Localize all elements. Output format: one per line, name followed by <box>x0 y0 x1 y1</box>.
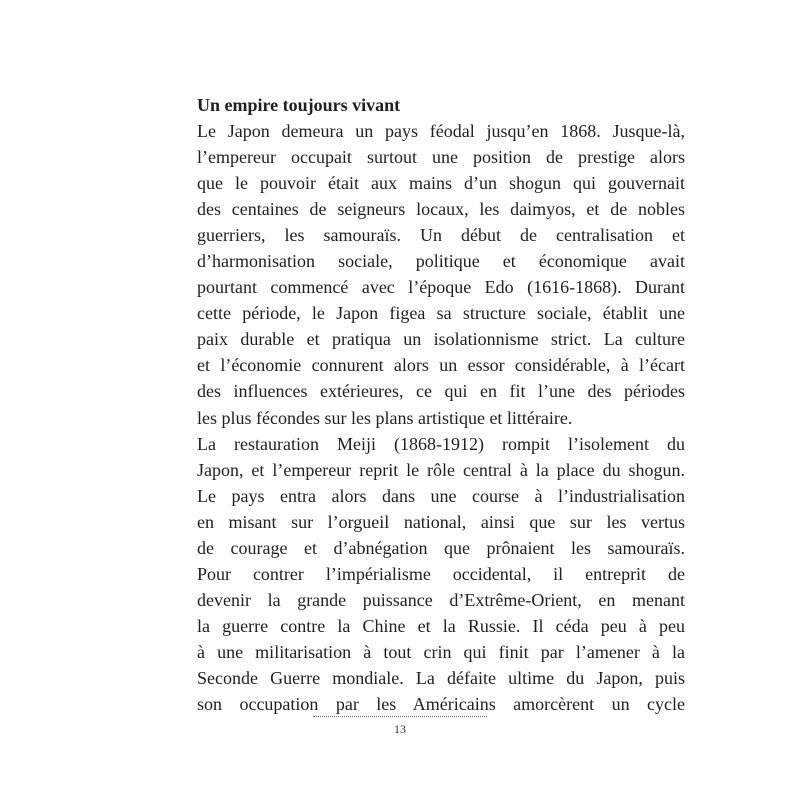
text-line: Le pays entra alors dans une course à l’industrialisation <box>197 485 685 506</box>
text-line: La restauration Meiji (1868-1912) rompit l’isolement du <box>197 433 685 454</box>
text-line: cette période, le Japon figea sa structure sociale, établit une <box>197 303 685 324</box>
text-line: Le Japon demeura un pays féodal jusqu’en 1868. Jusque-là, <box>197 121 685 141</box>
page-number: 13 <box>394 722 406 736</box>
text-line: Japon, et l’empereur reprit le rôle central à la place du shogun. <box>197 459 685 480</box>
text-line: l’empereur occupait surtout une position de prestige alors <box>197 147 685 168</box>
text-line: guerriers, les samouraïs. Un début de centralisation et <box>197 225 685 246</box>
text-line: en misant sur l’orgueil national, ainsi que sur les vertus <box>197 511 685 532</box>
text-line: les plus fécondes sur les plans artistique et littéraire. <box>197 407 573 428</box>
text-line: d’harmonisation sociale, politique et économique avait <box>197 251 685 272</box>
paragraph-2 <box>197 431 685 718</box>
text-line: que le pouvoir était aux mains d’un shogun qui gouvernait <box>197 173 685 194</box>
text-line: Pour contrer l’impérialisme occidental, il entreprit de <box>197 563 685 584</box>
text-line: pourtant commencé avec l’époque Edo (1616-1868). Durant <box>197 277 685 298</box>
paragraph-1 <box>197 118 685 431</box>
footer-dotted-rule <box>313 716 487 717</box>
text-line: Seconde Guerre mondiale. La défaite ultime du Japon, puis <box>197 667 685 688</box>
text-line: à une militarisation à tout crin qui finit par l’amener à la <box>197 641 685 662</box>
text-line: son occupation par les Américains amorcèrent un cycle <box>197 694 685 715</box>
text-line: et l’économie connurent alors un essor considérable, à l’écart <box>197 355 685 376</box>
section-body <box>197 92 685 717</box>
text-line: la guerre contre la Chine et la Russie. Il céda peu à peu <box>197 615 685 636</box>
text-line: des centaines de seigneurs locaux, les daimyos, et de nobles <box>197 199 685 220</box>
text-line: paix durable et pratiqua un isolationnisme strict. La culture <box>197 329 685 350</box>
text-line: devenir la grande puissance d’Extrême-Orient, en menant <box>197 589 685 610</box>
text-line: des influences extérieures, ce qui en fit l’une des périodes <box>197 381 685 402</box>
text-line: de courage et d’abnégation que prônaient les samouraïs. <box>197 537 685 558</box>
section-heading: Un empire toujours vivant <box>197 95 401 115</box>
